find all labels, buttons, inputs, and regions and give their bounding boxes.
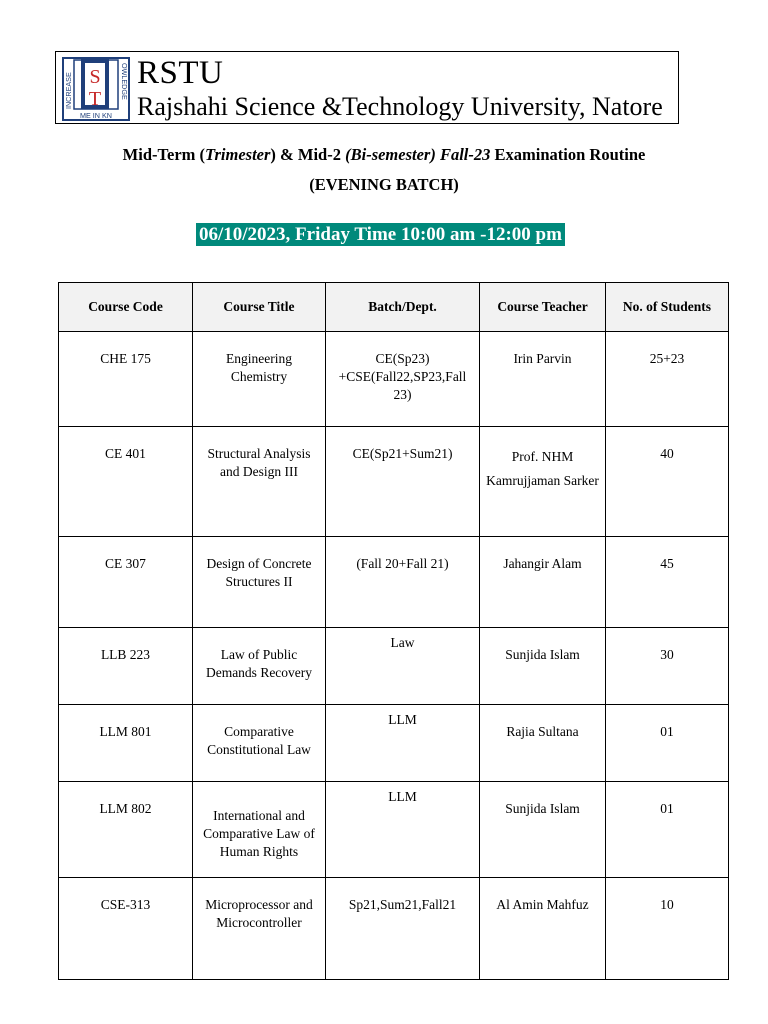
course-title-cell: International and Comparative Law of Human Rights (193, 782, 326, 878)
header-course-title: Course Title (193, 283, 326, 332)
batch-cell: (Fall 20+Fall 21) (326, 537, 480, 628)
title-part-4: (Bi-semester) Fall-23 (345, 145, 491, 164)
table-row (59, 427, 729, 537)
table-row (59, 537, 729, 628)
teacher-cell: Jahangir Alam (480, 537, 606, 628)
course-title-cell: Structural Analysis and Design III (193, 427, 326, 537)
teacher-cell: Prof. NHM Kamrujjaman Sarker (480, 427, 606, 537)
header-course-code: Course Code (59, 283, 193, 332)
table-row (59, 878, 729, 980)
header-no-of-students: No. of Students (606, 283, 729, 332)
university-logo (62, 57, 130, 121)
university-header (55, 51, 679, 124)
batch-cell: CE(Sp23) +CSE(Fall22,SP23,Fall 23) (326, 332, 480, 427)
students-cell: 10 (606, 878, 729, 980)
course-title-cell: Comparative Constitutional Law (193, 705, 326, 782)
students-cell: 30 (606, 628, 729, 705)
teacher-cell: Sunjida Islam (480, 628, 606, 705)
course-code-cell: CSE-313 (59, 878, 193, 980)
exam-date-banner: 06/10/2023, Friday Time 10:00 am -12:00 pm (196, 223, 565, 246)
students-cell: 25+23 (606, 332, 729, 427)
title-part-2: Trimester (205, 145, 271, 164)
batch-cell: Law (326, 628, 480, 705)
course-code-cell: CHE 175 (59, 332, 193, 427)
teacher-cell: Rajia Sultana (480, 705, 606, 782)
title-part-3: ) & Mid-2 (270, 145, 346, 164)
logo-text-bottom: ME IN KN (80, 111, 112, 120)
routine-table (58, 282, 729, 980)
batch-cell: CE(Sp21+Sum21) (326, 427, 480, 537)
university-name: Rajshahi Science &Technology University, Natore (137, 92, 663, 121)
table-row (59, 782, 729, 878)
students-cell: 40 (606, 427, 729, 537)
course-code-cell: CE 307 (59, 537, 193, 628)
title-part-1: Mid-Term ( (122, 145, 206, 164)
course-code-cell: LLB 223 (59, 628, 193, 705)
routine-title (0, 144, 768, 166)
logo-letter-t: T (88, 88, 102, 110)
teacher-cell: Irin Parvin (480, 332, 606, 427)
course-code-cell: CE 401 (59, 427, 193, 537)
course-title-cell: Law of Public Demands Recovery (193, 628, 326, 705)
students-cell: 01 (606, 782, 729, 878)
students-cell: 01 (606, 705, 729, 782)
title-part-5: Examination Routine (490, 145, 646, 164)
teacher-cell: Sunjida Islam (480, 782, 606, 878)
university-abbreviation: RSTU (137, 55, 224, 91)
batch-cell: LLM (326, 705, 480, 782)
batch-cell: LLM (326, 782, 480, 878)
table-row (59, 332, 729, 427)
header-batch-dept: Batch/Dept. (326, 283, 480, 332)
batch-cell: Sp21,Sum21,Fall21 (326, 878, 480, 980)
header-course-teacher: Course Teacher (480, 283, 606, 332)
batch-title: (EVENING BATCH) (309, 175, 459, 194)
course-code-cell: LLM 801 (59, 705, 193, 782)
course-code-cell: LLM 802 (59, 782, 193, 878)
logo-letter-s: S (89, 66, 101, 88)
course-title-cell: Microprocessor and Microcontroller (193, 878, 326, 980)
table-row (59, 628, 729, 705)
table-header-row (59, 283, 729, 332)
table-row (59, 705, 729, 782)
logo-text-left: INCREASE (64, 72, 73, 109)
teacher-cell: Al Amin Mahfuz (480, 878, 606, 980)
logo-text-right: OWLEDGE (120, 63, 129, 100)
course-title-cell: Engineering Chemistry (193, 332, 326, 427)
students-cell: 45 (606, 537, 729, 628)
course-title-cell: Design of Concrete Structures II (193, 537, 326, 628)
